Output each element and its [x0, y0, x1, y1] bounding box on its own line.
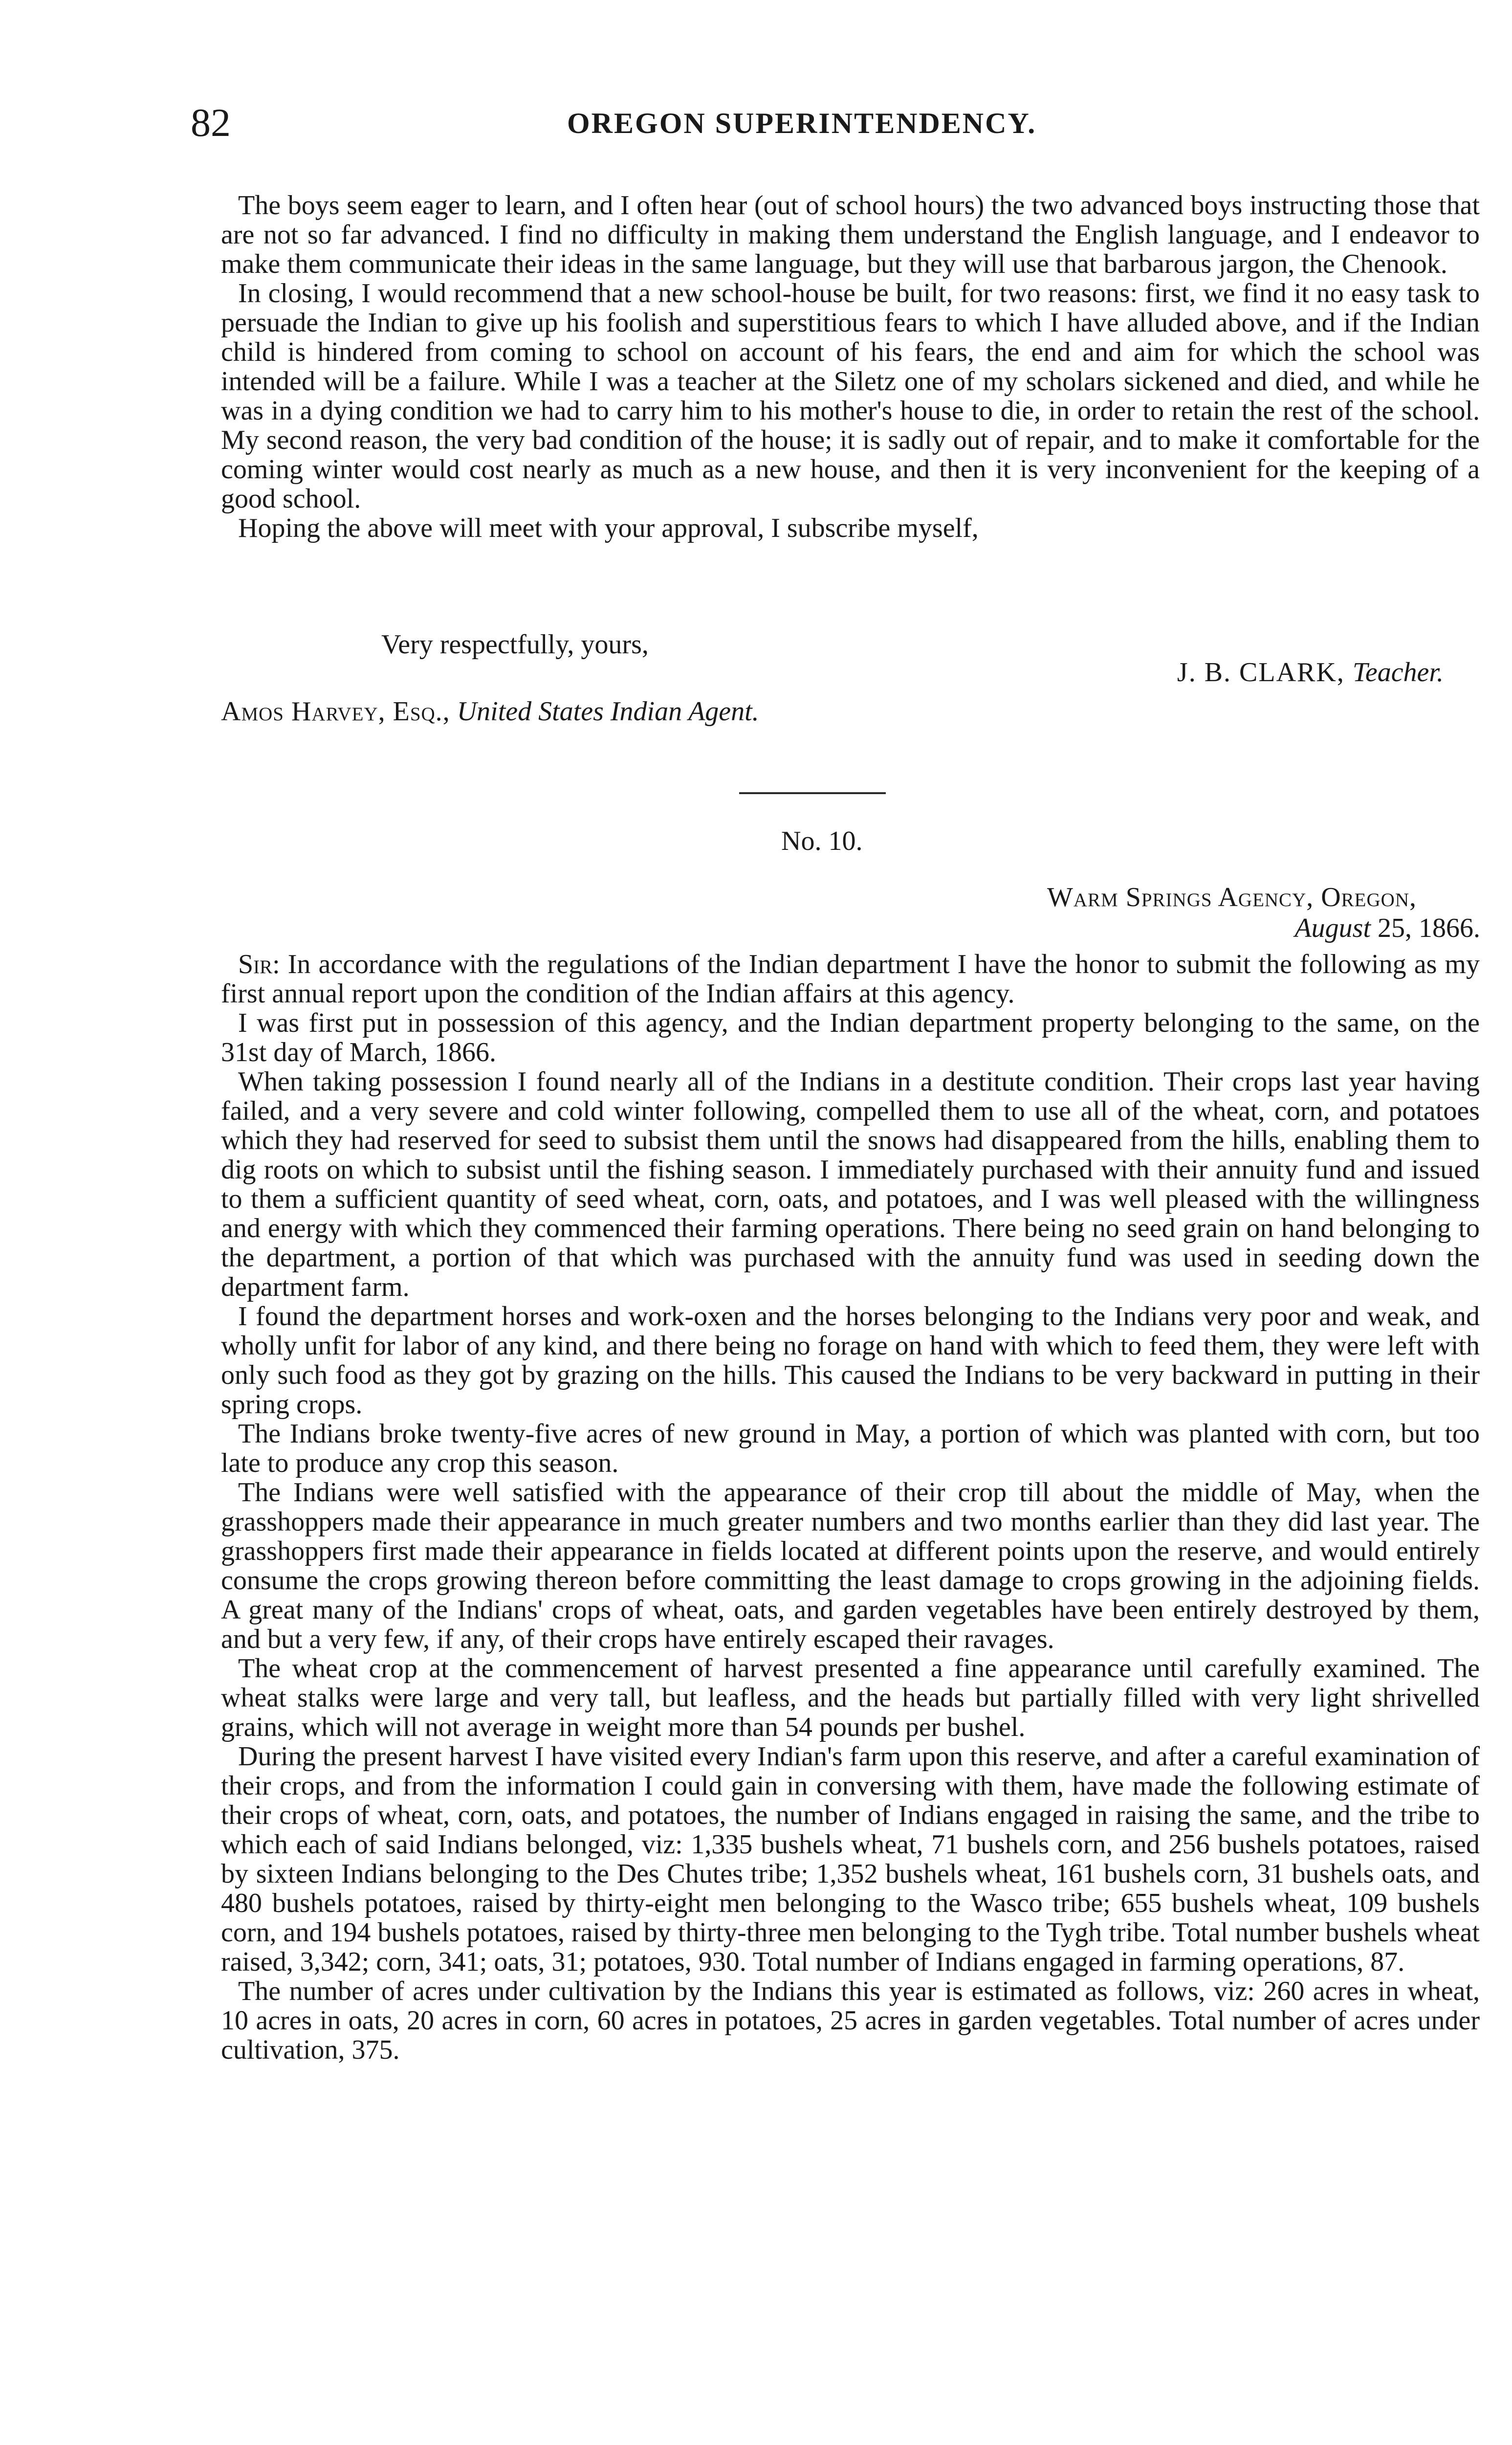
running-head: OREGON SUPERINTENDENCY. — [567, 107, 1037, 139]
page-number: 82 — [191, 100, 231, 145]
dateline-date — [1294, 913, 1480, 943]
letter-2-paragraph-8: The number of acres under cultivation by the Indians this year is estimated as follows, viz: 260 acres in wheat, 10 acres in oats, 20 acres in corn, 60 acres in potatoes, 25 acres in garden vegetables. Total number of acres under cultivation, 375. — [221, 1976, 1480, 2065]
section-divider — [739, 792, 886, 794]
document-number: No. 10. — [781, 826, 863, 856]
letter-1-closing: Very respectfully, yours, — [381, 629, 649, 660]
letter-2-paragraph-3: I found the department horses and work-oxen and the horses belonging to the Indians very poor and weak, and wholly unfit for labor of any kind, and there being no forage on hand with which to feed them, they were left with only such food as they got by grazing on the hills. This caused the Indians to be very backward in putting in their spring crops. — [221, 1301, 1480, 1420]
letter-2-paragraph-4: The Indians broke twenty-five acres of new ground in May, a portion of which was planted with corn, but too late to produce any crop this season. — [221, 1419, 1480, 1478]
signature-name: J. B. CLARK, — [1177, 657, 1345, 688]
letter-2-paragraph-6: The wheat crop at the commencement of harvest presented a fine appearance until carefully examined. The wheat stalks were large and very tall, but leafless, and the heads but partially filled with very light shrivelled grains, which will not average in weight more than 54 pounds per bushel. — [221, 1653, 1480, 1742]
dateline-place: Warm Springs Agency, Oregon, — [1047, 882, 1417, 912]
letter-2-paragraph-2: When taking possession I found nearly all of the Indians in a destitute condition. Their crops last year having failed, and a very severe and cold winter following, compelled them to use all of the wheat, corn, and potatoes which they had reserved for seed to subsist them until the snows had disappeared from the hills, enabling them to dig roots on which to subsist until the fishing season. I immediately purchased with their annuity fund and issued to them a sufficient quantity of seed wheat, corn, oats, and potatoes, and I was well pleased with the willingness and energy with which they commenced their farming operations. There being no seed grain on hand belonging to the department, a portion of that which was purchased with the annuity fund was used in seeding down the department farm. — [221, 1067, 1480, 1302]
addressee-name: Amos Harvey, Esq., — [221, 696, 450, 727]
letter-2-paragraph-7: During the present harvest I have visited every Indian's farm upon this reserve, and after a careful examination of their crops, and from the information I could gain in conversing with them, have made the following estimate of their crops of wheat, corn, oats, and potatoes, the number of Indians engaged in raising the same, and the tribe to which each of said Indians belonged, viz: 1,335 bushels wheat, 71 bushels corn, and 256 bushels potatoes, raised by sixteen Indians belonging to the Des Chutes tribe; 1,352 bushels wheat, 161 bushels corn, 31 bushels oats, and 480 bushels potatoes, raised by thirty-eight men belonging to the Wasco tribe; 655 bushels wheat, 109 bushels corn, and 194 bushels potatoes, raised by thirty-three men belonging to the Tygh tribe. Total number bushels wheat raised, 3,342; corn, 341; oats, 31; potatoes, 930. Total number of Indians engaged in farming operations, 87. — [221, 1741, 1480, 1977]
dateline-month: August — [1294, 913, 1371, 943]
letter-2-body — [221, 950, 1480, 2065]
letter-2-opening-paragraph — [221, 950, 1480, 1008]
signature-role: Teacher. — [1352, 657, 1444, 688]
letter-1-body — [221, 191, 1480, 543]
dateline-day-year: 25, 1866. — [1371, 913, 1480, 943]
letter-2-paragraph-1: I was first put in possession of this agency, and the Indian department property belonging to the same, on the 31st day of March, 1866. — [221, 1008, 1480, 1067]
letter-1-addressee — [221, 697, 759, 726]
letter-2-paragraph-5: The Indians were well satisfied with the appearance of their crop till about the middle of May, when the grasshoppers made their appearance in much greater numbers and two months earlier than they did last year. The grasshoppers first made their appearance in fields located at different points upon the reserve, and would entirely consume the crops growing thereon before committing the least damage to crops growing in the adjoining fields. A great many of the Indians' crops of wheat, oats, and garden vegetables have been entirely destroyed by them, and but a very few, if any, of their crops have entirely escaped their ravages. — [221, 1477, 1480, 1654]
letter-1-paragraph-2: In closing, I would recommend that a new school-house be built, for two reasons: first, we find it no easy task to persuade the Indian to give up his foolish and superstitious fears to which I have alluded above, and if the Indian child is hindered from coming to school on account of his fears, the end and aim for which the school was intended will be a failure. While I was a teacher at the Siletz one of my scholars sickened and died, and while he was in a dying condition we had to carry him to his mother's house to die, in order to retain the rest of the school. My second reason, the very bad condition of the house; it is sadly out of repair, and to make it comfortable for the coming winter would cost nearly as much as a new house, and then it is very inconvenient for the keeping of a good school. — [221, 278, 1480, 514]
letter-1-paragraph-1: The boys seem eager to learn, and I often hear (out of school hours) the two advanced boys instructing those that are not so far advanced. I find no difficulty in making them understand the English language, and I endeavor to make them communicate their ideas in the same language, but they will use that barbarous jargon, the Chenook. — [221, 190, 1480, 279]
addressee-title: United States Indian Agent. — [457, 696, 759, 727]
letter-1-signature — [1177, 658, 1444, 687]
opening-text: In accordance with the regulations of the Indian department I have the honor to submit the following as my first annual report upon the condition of the Indian affairs at this agency. — [221, 949, 1480, 1009]
letter-1-paragraph-3: Hoping the above will meet with your approval, I subscribe myself, — [238, 513, 979, 543]
salutation: Sir: — [238, 949, 280, 979]
